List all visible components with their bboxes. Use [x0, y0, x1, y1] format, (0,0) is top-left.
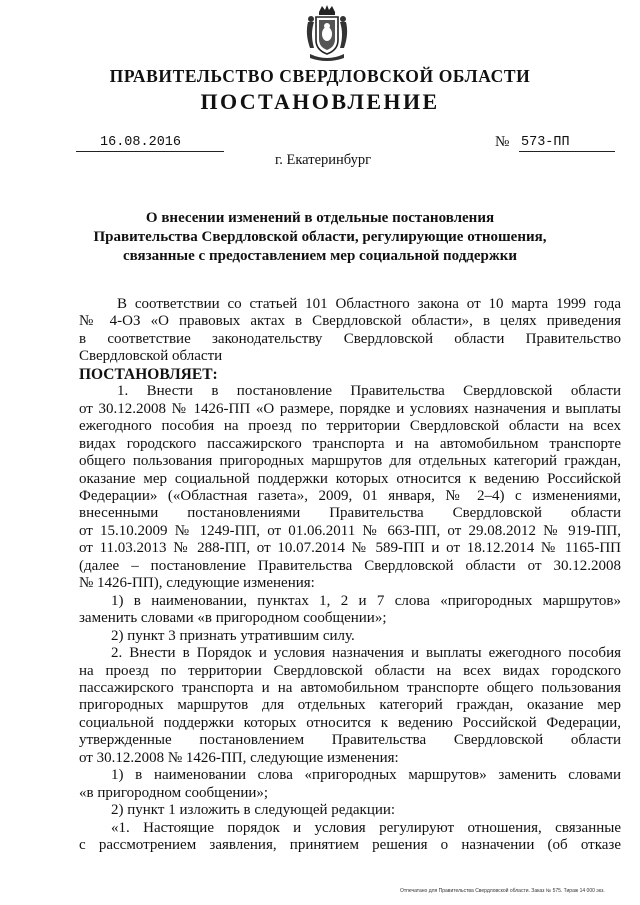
text-line: с рассмотрением заявления, принятием решения о назначении (об отказе — [79, 837, 621, 854]
text-line: Свердловской области — [79, 348, 223, 365]
text-line: общего пользования пригородных маршрутов для отдельных категорий граждан, — [79, 453, 621, 470]
text-line: № 4-ОЗ «О правовых актах в Свердловской области», в целях приведения — [79, 313, 621, 330]
document-body — [79, 296, 621, 855]
text-line: социальной поддержки которых относится к ведению Российской Федерации, — [79, 714, 621, 731]
text-line: пассажирского транспорта и на автомобильном транспорте общего пользования — [79, 679, 621, 696]
sverdlovsk-coat-of-arms-icon — [304, 4, 350, 62]
text-line: «в пригородном сообщении»; — [79, 784, 269, 801]
document-title — [80, 209, 560, 266]
text-line: «1. Настоящие порядок и условия регулируют отношения, связанные — [111, 819, 621, 836]
text-line: от 30.12.2008 № 1426-ПП, следующие изменения: — [79, 749, 399, 766]
text-line: внесенными постановлениями Правительства Свердловской области — [79, 505, 621, 522]
text-line: пригородных маршрутов для отдельных категорий граждан, оказание мер — [79, 697, 621, 714]
text-line: ежегодного пособия на проезд по территории Свердловской области на всех — [79, 418, 621, 435]
document-type: ПОСТАНОВЛЕНИЕ — [200, 89, 440, 114]
text-line: 2. Внести в Порядок и условия назначения и выплаты ежегодного пособия — [111, 645, 621, 662]
text-line: на проезд по территории Свердловской области на всех видах городского — [79, 662, 621, 679]
text-line: от 11.03.2013 № 288-ПП, от 10.07.2014 № 589-ПП и от 18.12.2014 № 1165-ПП — [79, 540, 621, 557]
document-number: 573-ПП — [519, 134, 615, 152]
title-line: О внесении изменений в отдельные постановления — [145, 210, 495, 226]
text-line: утвержденные постановлением Правительства Свердловской области — [79, 732, 621, 749]
title-line: связанные с предоставлением мер социальной поддержки — [122, 248, 518, 264]
text-line: 2) пункт 1 изложить в следующей редакции: — [111, 802, 396, 819]
text-line: 1) в наименовании слова «пригородных маршрутов» заменить словами — [111, 767, 621, 784]
title-line: Правительства Свердловской области, регулирующие отношения, — [93, 229, 547, 245]
text-line: Федерации» («Областная газета», 2009, 01 января, № 2–4) с изменениями, — [79, 487, 621, 504]
number-label: № — [495, 134, 510, 150]
text-line: заменить словами «в пригородном сообщении»; — [79, 610, 387, 627]
city: г. Екатеринбург — [274, 152, 372, 168]
postanovlyaet-heading: ПОСТАНОВЛЯЕТ: — [79, 365, 218, 383]
print-footer: Отпечатано для Правительства Свердловской области. Заказ № 575. Тираж 14 000 экз. — [400, 888, 605, 894]
text-line: оказание мер социальной поддержки которых относится к ведению Российской — [79, 470, 621, 487]
text-line: от 30.12.2008 № 1426-ПП «О размере, порядке и условиях назначения и выплаты — [79, 400, 621, 417]
text-line: В соответствии со статьей 101 Областного закона от 10 марта 1999 года — [117, 296, 621, 312]
text-line: 1) в наименовании, пунктах 1, 2 и 7 слова «пригородных маршрутов» — [111, 592, 621, 609]
document-date: 16.08.2016 — [76, 134, 224, 152]
text-line: 1. Внести в постановление Правительства Свердловской области — [117, 383, 621, 400]
text-line: № 1426-ПП), следующие изменения: — [79, 575, 315, 592]
text-line: (далее – постановление Правительства Свердловской области от 30.12.2008 — [79, 557, 621, 574]
text-line: от 15.10.2009 № 1249-ПП, от 01.06.2011 № 663-ПП, от 29.08.2012 № 919-ПП, — [79, 522, 621, 539]
text-line: в соответствие законодательству Свердловской области Правительство — [79, 330, 621, 347]
organization-name: ПРАВИТЕЛЬСТВО СВЕРДЛОВСКОЙ ОБЛАСТИ — [109, 66, 531, 86]
text-line: видах городского пассажирского транспорта и на автомобильном транспорте — [79, 435, 621, 452]
text-line: 2) пункт 3 признать утратившим силу. — [111, 627, 355, 644]
